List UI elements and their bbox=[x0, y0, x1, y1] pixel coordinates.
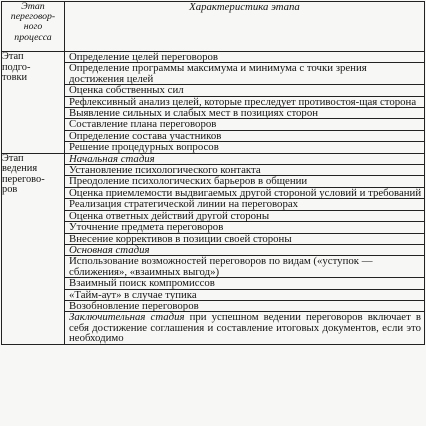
table-row-conduct bbox=[2, 153, 425, 344]
list-item: Определение состава участников bbox=[65, 131, 424, 142]
table-row-preparation bbox=[2, 52, 425, 154]
header-characteristic-cell: Характеристика этапа bbox=[65, 2, 425, 52]
stage-cell-conduct: Этап ведения перегово- ров bbox=[2, 153, 65, 344]
list-item: Установление психологического контакта bbox=[65, 165, 424, 176]
list-item: Оценка ответных действий другой стороны bbox=[65, 211, 424, 222]
list-item: Внесение коррективов в позиции своей стороны bbox=[65, 234, 424, 245]
stage-cell-preparation: Этап подго- товки bbox=[2, 52, 65, 154]
negotiation-stages-table bbox=[1, 1, 425, 345]
list-item-final-stage: Заключительная стадия при успешном ведении переговоров включает в себя достижение соглашения и составление итоговых документов, если это необходимо bbox=[69, 311, 421, 345]
list-item: Взаимный поиск компромиссов bbox=[65, 278, 424, 289]
list-item: «Тайм-аут» в случае тупика bbox=[65, 290, 424, 301]
header-stage-cell: Этап переговор- ного процесса bbox=[2, 2, 65, 52]
substage-heading-main: Основная стадия bbox=[65, 245, 424, 256]
list-item: Преодоление психологических барьеров в общении bbox=[65, 176, 424, 187]
table-header-row bbox=[2, 2, 425, 52]
items-cell-preparation bbox=[65, 52, 425, 154]
list-item: Определение программы максимума и минимума с точки зрения достижения целей bbox=[65, 63, 424, 85]
substage-heading-initial: Начальная стадия bbox=[65, 154, 424, 165]
substage-heading-final: Заключительная стадия bbox=[69, 311, 185, 324]
list-item: Решение процедурных вопросов bbox=[69, 141, 219, 154]
list-item: Оценка собственных сил bbox=[65, 85, 424, 96]
list-item: Возобновление переговоров bbox=[65, 301, 424, 312]
list-item: Составление плана переговоров bbox=[65, 119, 424, 130]
list-item: Определение целей переговоров bbox=[65, 52, 424, 63]
list-item: Рефлексивный анализ целей, которые преследует противостоя-щая сторона bbox=[65, 97, 424, 108]
items-cell-conduct bbox=[65, 153, 425, 344]
list-item: Уточнение предмета переговоров bbox=[65, 222, 424, 233]
list-item: Реализация стратегической линии на переговорах bbox=[65, 199, 424, 210]
list-item: Оценка приемлемости выдвигаемых другой стороной условий и требований bbox=[65, 188, 424, 199]
list-item: Использование возможностей переговоров по видам («уступок — сближения», «взаимных выгод») bbox=[65, 256, 424, 278]
list-item: Выявление сильных и слабых мест в позициях сторон bbox=[65, 108, 424, 119]
